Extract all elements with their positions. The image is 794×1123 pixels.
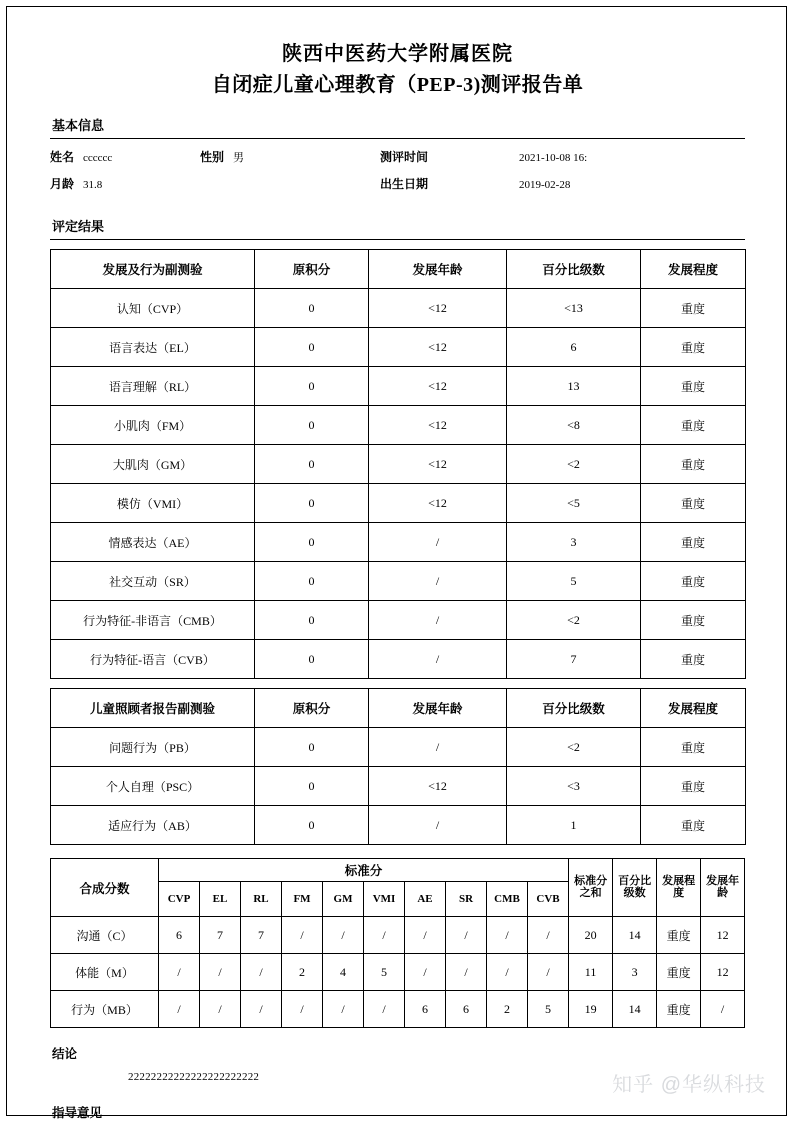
basic-info-grid (50, 148, 745, 202)
cell-age: / (369, 601, 507, 640)
composite-score-cell: / (241, 991, 282, 1028)
cell-pct: <3 (507, 767, 641, 806)
table-row (51, 406, 746, 445)
caregiver-table (50, 688, 746, 845)
composite-subtest-header: FM (282, 882, 323, 917)
birth-date-value: 2019-02-28 (519, 179, 571, 191)
cell-pct: 5 (507, 562, 641, 601)
caregiver-table-body (51, 728, 746, 845)
cell-pct: <2 (507, 601, 641, 640)
birth-date-field (380, 175, 510, 192)
composite-subtest-header: GM (323, 882, 364, 917)
hospital-name: 陕西中医药大学附属医院 (282, 43, 513, 65)
cell-degree: 重度 (641, 728, 746, 767)
cell-degree: 重度 (641, 562, 746, 601)
composite-subtest-header: VMI (364, 882, 405, 917)
table-header-row (51, 250, 746, 289)
composite-sum-cell: 11 (569, 954, 613, 991)
table-row (51, 289, 746, 328)
cell-raw: 0 (255, 562, 369, 601)
caregiver-header-age: 发展年龄 (369, 689, 507, 728)
cell-pct: <5 (507, 484, 641, 523)
table-row (51, 728, 746, 767)
cell-degree: 重度 (641, 328, 746, 367)
composite-subtest-header: EL (200, 882, 241, 917)
cell-raw: 0 (255, 601, 369, 640)
guidance-heading: 指导意见 (52, 1106, 103, 1120)
cell-raw: 0 (255, 406, 369, 445)
gender-field (200, 148, 380, 165)
table-row (51, 767, 746, 806)
cell-age: <12 (369, 289, 507, 328)
composite-header-age: 发展年龄 (701, 859, 745, 917)
composite-score-cell: 5 (528, 991, 569, 1028)
cell-age: <12 (369, 406, 507, 445)
composite-score-cell: / (487, 917, 528, 954)
cell-pct: 3 (507, 523, 641, 562)
cell-name: 语言理解（RL） (51, 367, 255, 406)
composite-header-pct: 百分比级数 (613, 859, 657, 917)
composite-header-row-top (51, 859, 745, 882)
birth-date-label: 出生日期 (380, 177, 429, 191)
table-row (51, 562, 746, 601)
cell-name: 社交互动（SR） (51, 562, 255, 601)
composite-age-cell: 12 (701, 917, 745, 954)
composite-score-cell: / (446, 917, 487, 954)
cell-pct: <8 (507, 406, 641, 445)
subtest-table (50, 249, 746, 679)
cell-degree: 重度 (641, 640, 746, 679)
cell-age: <12 (369, 484, 507, 523)
composite-age-cell: / (701, 991, 745, 1028)
composite-pct-cell: 3 (613, 954, 657, 991)
composite-score-cell: 2 (282, 954, 323, 991)
composite-score-cell: 2 (487, 991, 528, 1028)
composite-row-name: 体能（M） (51, 954, 159, 991)
cell-degree: 重度 (641, 367, 746, 406)
gender-label: 性别 (200, 150, 225, 164)
cell-degree: 重度 (641, 523, 746, 562)
cell-name: 适应行为（AB） (51, 806, 255, 845)
cell-name: 语言表达（EL） (51, 328, 255, 367)
cell-degree: 重度 (641, 806, 746, 845)
table-row (51, 445, 746, 484)
composite-header-name: 合成分数 (51, 859, 159, 917)
caregiver-header-pct: 百分比级数 (507, 689, 641, 728)
assess-time-value: 2021-10-08 16: (519, 152, 588, 164)
composite-subtest-header: CMB (487, 882, 528, 917)
cell-degree: 重度 (641, 445, 746, 484)
cell-pct: <2 (507, 728, 641, 767)
assessment-result-heading: 评定结果 (52, 219, 105, 234)
caregiver-header-raw: 原积分 (255, 689, 369, 728)
composite-score-cell: / (323, 917, 364, 954)
cell-pct: <13 (507, 289, 641, 328)
composite-score-cell: / (487, 954, 528, 991)
composite-score-cell: / (446, 954, 487, 991)
subtest-table-body (51, 289, 746, 679)
table-row (51, 328, 746, 367)
composite-subtest-header: AE (405, 882, 446, 917)
month-age-value: 31.8 (83, 179, 103, 191)
composite-score-cell: 4 (323, 954, 364, 991)
composite-score-cell: 5 (364, 954, 405, 991)
composite-score-cell: / (528, 917, 569, 954)
cell-name: 认知（CVP） (51, 289, 255, 328)
composite-sum-cell: 20 (569, 917, 613, 954)
subtest-header-age: 发展年龄 (369, 250, 507, 289)
table-header-row (51, 689, 746, 728)
conclusion-heading: 结论 (52, 1047, 78, 1061)
composite-score-cell: / (282, 991, 323, 1028)
name-field (50, 148, 200, 165)
cell-degree: 重度 (641, 406, 746, 445)
watermark: 知乎 @华纵科技 (612, 1074, 766, 1096)
cell-pct: 7 (507, 640, 641, 679)
composite-pct-cell: 14 (613, 917, 657, 954)
composite-table-body (51, 917, 745, 1028)
composite-score-cell: / (405, 954, 446, 991)
composite-score-cell: / (364, 917, 405, 954)
cell-age: / (369, 640, 507, 679)
report-header (50, 7, 745, 101)
cell-degree: 重度 (641, 289, 746, 328)
table-row (51, 991, 745, 1028)
cell-degree: 重度 (641, 601, 746, 640)
assess-time-value-cell (510, 152, 710, 164)
table-row (51, 523, 746, 562)
composite-sum-cell: 19 (569, 991, 613, 1028)
cell-age: <12 (369, 328, 507, 367)
composite-score-cell: / (200, 991, 241, 1028)
cell-raw: 0 (255, 445, 369, 484)
basic-info-divider (50, 138, 745, 139)
birth-date-value-cell (510, 179, 710, 191)
cell-name: 小肌肉（FM） (51, 406, 255, 445)
cell-raw: 0 (255, 367, 369, 406)
composite-score-cell: / (282, 917, 323, 954)
cell-pct: 13 (507, 367, 641, 406)
table-row (51, 484, 746, 523)
cell-name: 个人自理（PSC） (51, 767, 255, 806)
cell-name: 模仿（VMI） (51, 484, 255, 523)
composite-score-cell: 6 (159, 917, 200, 954)
composite-score-cell: / (364, 991, 405, 1028)
subtest-header-raw: 原积分 (255, 250, 369, 289)
composite-degree-cell: 重度 (657, 917, 701, 954)
composite-subtest-header: CVP (159, 882, 200, 917)
report-title: 自闭症儿童心理教育（PEP-3)测评报告单 (211, 74, 584, 96)
table-row (51, 640, 746, 679)
report-page (6, 6, 787, 1120)
cell-name: 问题行为（PB） (51, 728, 255, 767)
composite-score-cell: / (200, 954, 241, 991)
cell-raw: 0 (255, 767, 369, 806)
cell-age: <12 (369, 445, 507, 484)
composite-subtest-header: SR (446, 882, 487, 917)
cell-age: / (369, 523, 507, 562)
composite-score-cell: 6 (405, 991, 446, 1028)
basic-info-heading: 基本信息 (52, 118, 105, 133)
cell-pct: 1 (507, 806, 641, 845)
composite-pct-cell: 14 (613, 991, 657, 1028)
assess-time-field (380, 148, 510, 165)
table-row (51, 917, 745, 954)
cell-age: <12 (369, 767, 507, 806)
composite-header-sum: 标准分之和 (569, 859, 613, 917)
composite-score-table (50, 858, 745, 1028)
cell-degree: 重度 (641, 767, 746, 806)
cell-age: <12 (369, 367, 507, 406)
subtest-header-degree: 发展程度 (641, 250, 746, 289)
caregiver-header-degree: 发展程度 (641, 689, 746, 728)
caregiver-header-name: 儿童照顾者报告副测验 (51, 689, 255, 728)
cell-pct: 6 (507, 328, 641, 367)
month-age-label: 月龄 (50, 177, 75, 191)
subtest-header-pct: 百分比级数 (507, 250, 641, 289)
composite-subtest-header: RL (241, 882, 282, 917)
basic-info-row (50, 148, 745, 175)
composite-subtest-header: CVB (528, 882, 569, 917)
cell-name: 大肌肉（GM） (51, 445, 255, 484)
composite-score-cell: / (159, 954, 200, 991)
table-row (51, 806, 746, 845)
cell-degree: 重度 (641, 484, 746, 523)
assess-time-label: 测评时间 (380, 150, 429, 164)
table-row (51, 954, 745, 991)
composite-score-cell: / (159, 991, 200, 1028)
table-row (51, 367, 746, 406)
composite-row-name: 行为（MB） (51, 991, 159, 1028)
cell-age: / (369, 728, 507, 767)
name-value: cccccc (83, 152, 113, 164)
composite-score-cell: / (241, 954, 282, 991)
cell-raw: 0 (255, 328, 369, 367)
composite-score-cell: / (528, 954, 569, 991)
composite-score-cell: / (405, 917, 446, 954)
cell-age: / (369, 806, 507, 845)
cell-pct: <2 (507, 445, 641, 484)
composite-degree-cell: 重度 (657, 991, 701, 1028)
table-row (51, 601, 746, 640)
composite-score-cell: 7 (200, 917, 241, 954)
cell-raw: 0 (255, 806, 369, 845)
composite-header-standard-score: 标准分 (159, 859, 569, 882)
cell-raw: 0 (255, 484, 369, 523)
cell-raw: 0 (255, 640, 369, 679)
subtest-header-name: 发展及行为副测验 (51, 250, 255, 289)
name-label: 姓名 (50, 150, 75, 164)
conclusion-text: 22222222222222222222222 (128, 1071, 260, 1083)
composite-degree-cell: 重度 (657, 954, 701, 991)
cell-name: 行为特征-非语言（CMB） (51, 601, 255, 640)
cell-age: / (369, 562, 507, 601)
report-content (50, 7, 745, 1120)
composite-score-cell: / (323, 991, 364, 1028)
basic-info-row (50, 175, 745, 202)
composite-score-cell: 6 (446, 991, 487, 1028)
assessment-result-divider (50, 239, 745, 240)
composite-score-cell: 7 (241, 917, 282, 954)
composite-age-cell: 12 (701, 954, 745, 991)
cell-name: 情感表达（AE） (51, 523, 255, 562)
gender-value: 男 (233, 152, 245, 164)
cell-raw: 0 (255, 728, 369, 767)
cell-raw: 0 (255, 523, 369, 562)
composite-row-name: 沟通（C） (51, 917, 159, 954)
composite-header-degree: 发展程度 (657, 859, 701, 917)
cell-name: 行为特征-语言（CVB） (51, 640, 255, 679)
month-age-field (50, 175, 200, 192)
cell-raw: 0 (255, 289, 369, 328)
